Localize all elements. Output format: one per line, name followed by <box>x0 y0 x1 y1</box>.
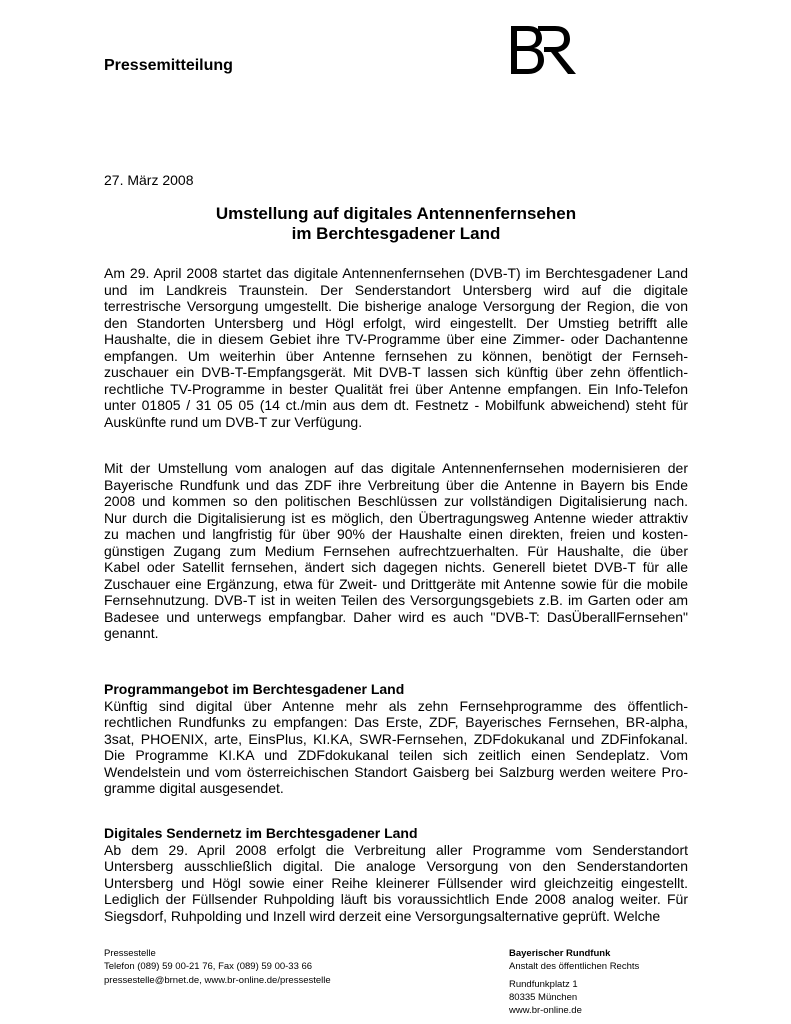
text-line: zu machen und langfristig für über 90% der Haushalte einen direkten, freien und kosten- <box>104 526 688 542</box>
text-line: Fernsehnutzung. DVB-T ist in weiten Teilen des Versorgungsgebiets z.B. im Garten oder am <box>104 592 688 608</box>
press-release-label: Pressemitteilung <box>104 57 233 74</box>
text-line: Untersberg ausschließlich digital. Die analoge Versorgung von den Senderstandorten <box>104 858 688 874</box>
text-line: Die Programme KI.KA und ZDFdokukanal teilen sich zeitlich einen Sendeplatz. Vom <box>104 747 688 763</box>
text-line: empfangen. Um weiterhin über Antenne fernsehen zu können, benötigt der Fernseh- <box>104 347 688 364</box>
text-line: Badesee und unterwegs empfangbar. Daher wird es auch "DVB-T: DasÜberallFernsehen" <box>104 608 688 625</box>
section-sendernetz <box>104 825 688 924</box>
text-line: Zuschauer eine Ergänzung, etwa für Zweit- und Drittgeräte mit Antenne sowie für die mobile <box>104 575 688 592</box>
text-line: 2008 und kommen so den politischen Beschlüssen zur vollständigen Digitalisierung nach. <box>104 493 688 509</box>
text-line: rechtliche TV-Programme in bester Qualität frei über Antenne empfangen. Ein Info-Telefon <box>104 380 688 397</box>
section-programmangebot <box>104 681 688 797</box>
section-heading: Digitales Sendernetz im Berchtesgadener Land <box>104 825 418 841</box>
footer-left-line: Telefon (089) 59 00-21 76, Fax (089) 59 00-33 66 <box>104 961 313 973</box>
footer-right-line: Anstalt des öffentlichen Rechts <box>509 961 640 973</box>
paragraph-modernization <box>104 460 688 642</box>
text-line: Künftig sind digital über Antenne mehr als zehn Fernsehprogramme des öffentlich- <box>104 697 688 714</box>
footer-right-line: 80335 München <box>509 991 578 1003</box>
footer-left-line: Pressestelle <box>104 948 156 959</box>
footer-right-line: Rundfunkplatz 1 <box>509 978 578 990</box>
text-line: genannt. <box>104 625 159 641</box>
text-line: und im Landkreis Traunstein. Der Senderstandort Untersberg wird auf die digitale <box>104 281 688 298</box>
text-line: Haushalte, die in diesem Gebiet ihre TV-Programme über eine Zimmer- oder Dachantenne <box>104 331 688 347</box>
br-logo <box>508 22 578 78</box>
text-line: Wendelstein und vom österreichischen Standort Gaisberg bei Salzburg werden weitere Pro- <box>104 763 688 780</box>
page-title <box>104 204 688 244</box>
section-heading: Programmangebot im Berchtesgadener Land <box>104 681 405 697</box>
release-date: 27. März 2008 <box>104 172 194 188</box>
text-line: terrestrische Versorgung umgestellt. Die bisherige analoge Versorgung der Region, die von <box>104 298 688 314</box>
text-line: Ab dem 29. April 2008 erfolgt die Verbreitung aller Programme vom Senderstandort <box>104 841 688 858</box>
text-line: gramme digital ausgesendet. <box>104 780 284 796</box>
text-line: Nur durch die Digitalisierung ist es möglich, den Übertragungsweg Antenne wieder attraktiv <box>104 509 688 526</box>
text-line: Auskünfte rund um DVB-T zur Verfügung. <box>104 413 363 430</box>
text-line: Siegsdorf, Ruhpolding und Inzell wird derzeit eine Versorgungsalternative geprüft. Welche <box>104 907 661 924</box>
footer-right-line: www.br-online.de <box>509 1005 582 1017</box>
text-line: Mit der Umstellung vom analogen auf das digitale Antennenfernsehen modernisieren der <box>104 460 688 476</box>
text-line: günstigen Zugang zum Medium Fernsehen aufrechtzuerhalten. Für Haushalte, die über <box>104 542 688 559</box>
text-line: Bayerische Rundfunk und das ZDF ihre Verbreitung über die Antenne in Bayern bis Ende <box>104 476 688 493</box>
text-line: den Standorten Untersberg und Högl erfolgt, wird eingestellt. Der Umstieg betrifft alle <box>104 314 688 331</box>
footer-press-office <box>104 947 331 987</box>
text-line: Kabel oder Satellit fernsehen, ändert sich dagegen nichts. Generell bietet DVB-T für alle <box>104 559 688 575</box>
text-line: Untersberg und Högl sowie einer Reihe kleinerer Füllsender wird gleichzeitig eingestellt. <box>104 874 688 891</box>
title-line: Umstellung auf digitales Antennenfernsehen <box>215 204 577 223</box>
text-line: rechtlichen Rundfunks zu empfangen: Das Erste, ZDF, Bayerisches Fernsehen, BR-alpha, <box>104 714 688 730</box>
text-line: unter 01805 / 31 05 05 (14 ct./min aus dem dt. Festnetz - Mobilfunk abweichend) steht für <box>104 397 688 413</box>
footer-address <box>509 947 639 1017</box>
text-line: zuschauer ein DVB-T-Empfangsgerät. Mit DVB-T lassen sich künftig über zehn öffentlich- <box>104 364 688 380</box>
text-line: Lediglich der Füllsender Ruhpolding läuft bis voraussichtlich Ende 2008 analog weiter. Für <box>104 891 688 907</box>
text-line: Am 29. April 2008 startet das digitale Antennenfernsehen (DVB-T) im Berchtesgadener Land <box>104 265 688 281</box>
footer-org-name: Bayerischer Rundfunk <box>509 948 611 959</box>
paragraph-intro <box>104 265 688 430</box>
title-line: im Berchtesgadener Land <box>291 224 501 243</box>
footer-left-line: pressestelle@brnet.de, www.br-online.de/pressestelle <box>104 974 331 986</box>
text-line: 3sat, PHOENIX, arte, EinsPlus, KI.KA, SWR-Fernsehen, ZDFdokukanal und ZDFinfokanal. <box>104 730 688 747</box>
